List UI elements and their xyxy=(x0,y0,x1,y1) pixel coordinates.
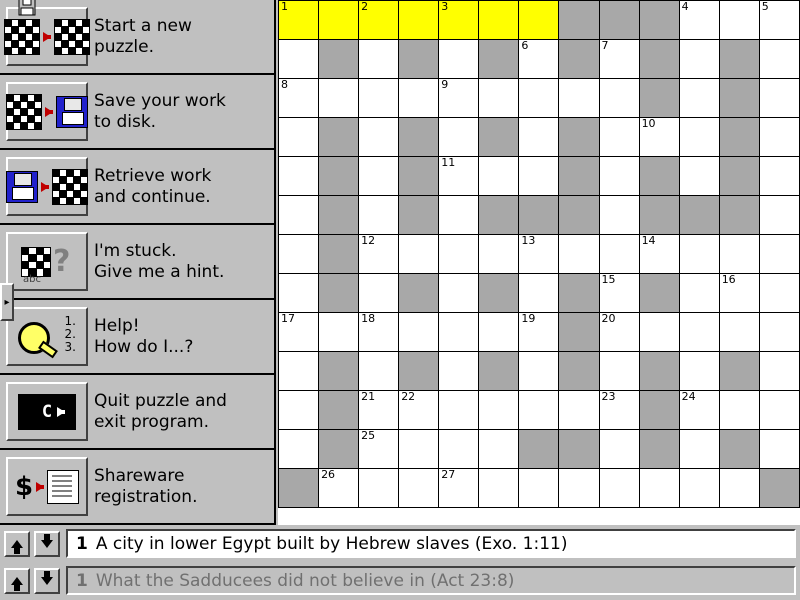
crossword-row xyxy=(279,274,800,313)
sidebar-item-label xyxy=(94,316,197,358)
label-line-2: Give me a hint. xyxy=(94,261,225,282)
crossword-block-cell xyxy=(559,118,599,157)
crossword-cell[interactable] xyxy=(279,235,319,274)
crossword-cell[interactable] xyxy=(599,235,639,274)
crossword-cell[interactable] xyxy=(759,1,799,40)
cell-number: 1 xyxy=(281,0,288,13)
crossword-cell[interactable] xyxy=(679,1,719,40)
crossword-cell[interactable] xyxy=(279,79,319,118)
crossword-block-cell xyxy=(479,352,519,391)
crossword-block-cell xyxy=(719,196,759,235)
sidebar-item-label xyxy=(94,16,196,58)
cell-number: 18 xyxy=(361,312,376,325)
crossword-cell[interactable] xyxy=(679,157,719,196)
across-clue-number: 1 xyxy=(76,533,88,554)
crossword-cell[interactable] xyxy=(599,274,639,313)
floppy-disk-icon xyxy=(56,96,88,128)
crossword-cell[interactable] xyxy=(519,469,559,508)
crossword-cell[interactable] xyxy=(679,118,719,157)
hint-question-icon xyxy=(21,243,73,285)
down-clue-text: What the Sadducees did not believe in (Act 23:8) xyxy=(95,570,515,591)
shareware-printer-icon xyxy=(15,470,79,504)
help-button[interactable] xyxy=(6,307,88,366)
crossword-cell[interactable] xyxy=(759,391,799,430)
crossword-cell[interactable] xyxy=(719,1,759,40)
crossword-block-cell xyxy=(639,391,679,430)
crossword-cell[interactable] xyxy=(719,313,759,352)
crossword-cell[interactable] xyxy=(479,79,519,118)
crossword-block-cell xyxy=(319,430,359,469)
crossword-cell[interactable] xyxy=(439,391,479,430)
crossword-cell[interactable] xyxy=(359,313,399,352)
crossword-cell[interactable] xyxy=(759,313,799,352)
crossword-cell[interactable] xyxy=(399,79,439,118)
crossword-cell[interactable] xyxy=(359,469,399,508)
crossword-block-cell xyxy=(319,118,359,157)
crossword-cell[interactable] xyxy=(439,157,479,196)
crossword-cell[interactable] xyxy=(479,157,519,196)
crossword-cell[interactable] xyxy=(279,391,319,430)
crossword-cell[interactable] xyxy=(279,40,319,79)
crossword-cell[interactable] xyxy=(359,157,399,196)
crossword-row xyxy=(279,157,800,196)
crossword-cell[interactable] xyxy=(319,313,359,352)
cell-number: 16 xyxy=(721,273,736,286)
label-line-2: puzzle. xyxy=(94,36,154,57)
crossword-cell[interactable] xyxy=(599,118,639,157)
crossword-block-cell xyxy=(319,352,359,391)
crossword-block-cell xyxy=(279,469,319,508)
cell-number: 13 xyxy=(521,234,536,247)
cell-number: 10 xyxy=(641,117,656,130)
crossword-cell[interactable] xyxy=(759,430,799,469)
label-line-1: Help! xyxy=(94,315,140,336)
crossword-cell[interactable] xyxy=(679,391,719,430)
crossword-block-cell xyxy=(639,352,679,391)
crossword-block-cell xyxy=(319,157,359,196)
label-line-1: Save your work xyxy=(94,90,226,111)
sidebar-item-label xyxy=(94,166,215,208)
crossword-cell[interactable] xyxy=(599,352,639,391)
crossword-cell[interactable] xyxy=(359,1,399,40)
crossword-table[interactable] xyxy=(278,0,800,508)
crossword-block-cell xyxy=(719,157,759,196)
crossword-block-cell xyxy=(319,391,359,430)
crossword-cell[interactable] xyxy=(399,313,439,352)
crossword-block-cell xyxy=(639,1,679,40)
crossword-block-cell xyxy=(719,352,759,391)
crossword-block-cell xyxy=(719,118,759,157)
crossword-cell[interactable] xyxy=(719,274,759,313)
across-clue-bar xyxy=(0,525,800,562)
cell-number: 15 xyxy=(601,273,616,286)
crossword-row xyxy=(279,118,800,157)
cell-number: 17 xyxy=(281,312,295,325)
crossword-cell[interactable] xyxy=(759,40,799,79)
crossword-block-cell xyxy=(399,118,439,157)
new-puzzle-icon xyxy=(4,19,90,55)
crossword-block-cell xyxy=(639,40,679,79)
crossword-block-cell xyxy=(559,1,599,40)
crossword-block-cell xyxy=(559,274,599,313)
crossword-cell[interactable] xyxy=(279,1,319,40)
crossword-block-cell xyxy=(399,274,439,313)
crossword-cell[interactable] xyxy=(599,469,639,508)
label-line-1: Shareware xyxy=(94,465,185,486)
crossword-block-cell xyxy=(559,196,599,235)
document-icon xyxy=(47,470,79,504)
crossword-cell[interactable] xyxy=(559,235,599,274)
cell-number: 25 xyxy=(361,429,376,442)
crossword-cell[interactable] xyxy=(279,157,319,196)
crossword-row xyxy=(279,469,800,508)
exit-glyph: C xyxy=(41,401,53,422)
crossword-cell[interactable] xyxy=(599,40,639,79)
crossword-cell[interactable] xyxy=(519,391,559,430)
crossword-block-cell xyxy=(399,157,439,196)
down-clue-field[interactable] xyxy=(66,566,796,595)
crossword-row xyxy=(279,235,800,274)
sidebar-item-shareware-registration[interactable] xyxy=(0,450,274,525)
grid-icon-small xyxy=(52,169,88,205)
crossword-cell[interactable] xyxy=(599,391,639,430)
crossword-cell[interactable] xyxy=(439,313,479,352)
crossword-cell[interactable] xyxy=(519,235,559,274)
crossword-cell[interactable] xyxy=(759,118,799,157)
crossword-block-cell xyxy=(399,352,439,391)
crossword-block-cell xyxy=(479,118,519,157)
crossword-cell[interactable] xyxy=(279,430,319,469)
label-line-1: Retrieve work xyxy=(94,165,212,186)
floppy-disk-icon xyxy=(6,171,38,203)
crossword-row xyxy=(279,1,800,40)
crossword-cell[interactable] xyxy=(719,235,759,274)
crossword-cell[interactable] xyxy=(359,40,399,79)
chevron-right-icon: ▸ xyxy=(4,296,10,308)
crossword-cell[interactable] xyxy=(359,118,399,157)
crossword-cell[interactable] xyxy=(719,469,759,508)
arrow-right-icon xyxy=(36,482,44,492)
crossword-cell[interactable] xyxy=(599,430,639,469)
crossword-block-cell xyxy=(319,274,359,313)
crossword-row xyxy=(279,313,800,352)
cell-number: 5 xyxy=(761,0,769,13)
crossword-cell[interactable] xyxy=(399,469,439,508)
sidebar-item-give-hint[interactable] xyxy=(0,225,274,300)
crossword-block-cell xyxy=(639,157,679,196)
cell-number: 12 xyxy=(361,234,376,247)
crossword-cell[interactable] xyxy=(519,1,559,40)
quit-program-button[interactable] xyxy=(6,382,88,441)
crossword-block-cell xyxy=(319,40,359,79)
crossword-cell[interactable] xyxy=(279,274,319,313)
crossword-block-cell xyxy=(559,352,599,391)
crossword-cell[interactable] xyxy=(479,469,519,508)
crossword-cell[interactable] xyxy=(599,313,639,352)
crossword-cell[interactable] xyxy=(679,40,719,79)
cell-number: 3 xyxy=(441,0,449,13)
cell-number: 23 xyxy=(601,390,616,403)
question-mark-icon: ? xyxy=(53,243,71,279)
crossword-cell[interactable] xyxy=(319,1,359,40)
cell-number: 21 xyxy=(361,390,376,403)
crossword-block-cell xyxy=(759,469,799,508)
cell-number: 2 xyxy=(361,0,369,13)
arrow-up-icon xyxy=(11,540,23,548)
crossword-cell[interactable] xyxy=(359,352,399,391)
sidebar-menu xyxy=(0,0,276,525)
crossword-cell[interactable] xyxy=(399,235,439,274)
crossword-cell[interactable] xyxy=(519,313,559,352)
cell-number: 14 xyxy=(641,234,656,247)
crossword-cell[interactable] xyxy=(679,79,719,118)
crossword-cell[interactable] xyxy=(439,235,479,274)
crossword-cell[interactable] xyxy=(639,469,679,508)
disk-icon xyxy=(18,0,36,16)
crossword-cell[interactable] xyxy=(759,352,799,391)
crossword-cell[interactable] xyxy=(319,79,359,118)
crossword-block-cell xyxy=(559,157,599,196)
crossword-cell[interactable] xyxy=(559,79,599,118)
crossword-cell[interactable] xyxy=(559,469,599,508)
crossword-cell[interactable] xyxy=(359,391,399,430)
arrow-down-icon xyxy=(41,577,53,585)
crossword-block-cell xyxy=(319,235,359,274)
crossword-block-cell xyxy=(679,196,719,235)
crossword-row xyxy=(279,196,800,235)
crossword-cell[interactable] xyxy=(279,118,319,157)
crossword-block-cell xyxy=(719,430,759,469)
crossword-cell[interactable] xyxy=(439,196,479,235)
cell-number: 9 xyxy=(441,78,449,91)
sidebar-item-quit-program[interactable] xyxy=(0,375,274,450)
cell-number: 22 xyxy=(401,390,416,403)
down-clue-number: 1 xyxy=(76,570,88,591)
crossword-block-cell xyxy=(559,430,599,469)
crossword-cell[interactable] xyxy=(439,40,479,79)
across-clue-text: A city in lower Egypt built by Hebrew slaves (Exo. 1:11) xyxy=(95,533,568,554)
across-clue-field[interactable] xyxy=(66,529,796,558)
crossword-cell[interactable] xyxy=(759,79,799,118)
crossword-cell[interactable] xyxy=(679,313,719,352)
crossword-cell[interactable] xyxy=(359,196,399,235)
crossword-cell[interactable] xyxy=(519,79,559,118)
cell-number: 20 xyxy=(601,312,616,325)
crossword-cell[interactable] xyxy=(359,235,399,274)
sidebar-item-help[interactable] xyxy=(0,300,274,375)
next-down-clue-button[interactable] xyxy=(34,568,60,594)
crossword-cell[interactable] xyxy=(679,430,719,469)
crossword-cell[interactable] xyxy=(439,274,479,313)
label-line-2: How do I...? xyxy=(94,336,194,357)
crossword-cell[interactable] xyxy=(639,313,679,352)
crossword-cell[interactable] xyxy=(279,313,319,352)
crossword-cell[interactable] xyxy=(519,352,559,391)
sidebar-item-label xyxy=(94,466,202,508)
crossword-block-cell xyxy=(519,430,559,469)
crossword-cell[interactable] xyxy=(279,352,319,391)
crossword-block-cell xyxy=(559,313,599,352)
crossword-block-cell xyxy=(559,40,599,79)
shareware-registration-button[interactable] xyxy=(6,457,88,516)
crossword-cell[interactable] xyxy=(359,274,399,313)
label-line-2: and continue. xyxy=(94,186,211,207)
label-line-1: Quit puzzle and xyxy=(94,390,227,411)
crossword-cell[interactable] xyxy=(439,118,479,157)
arrow-right-icon xyxy=(43,32,51,42)
cell-number: 11 xyxy=(441,156,456,169)
retrieve-work-button[interactable] xyxy=(6,157,88,216)
crossword-block-cell xyxy=(519,196,559,235)
sidebar-item-label xyxy=(94,391,231,433)
crossword-cell[interactable] xyxy=(479,313,519,352)
crossword-block-cell xyxy=(319,196,359,235)
crossword-cell[interactable] xyxy=(519,157,559,196)
crossword-row xyxy=(279,352,800,391)
label-line-2: to disk. xyxy=(94,111,157,132)
crossword-block-cell xyxy=(479,274,519,313)
label-line-2: exit program. xyxy=(94,411,209,432)
prev-down-clue-button[interactable] xyxy=(4,568,30,594)
crossword-cell[interactable] xyxy=(519,274,559,313)
retrieve-from-disk-icon xyxy=(6,169,88,205)
dollar-icon: $ xyxy=(14,471,34,502)
next-clue-button[interactable] xyxy=(34,531,60,557)
sidebar-item-save-work[interactable] xyxy=(0,75,274,150)
crossword-cell[interactable] xyxy=(679,469,719,508)
sidebar-item-label xyxy=(94,91,230,133)
grid-icon-small xyxy=(21,247,51,277)
crossword-block-cell xyxy=(719,40,759,79)
sidebar-item-label xyxy=(94,241,228,283)
magnifier-icon xyxy=(18,322,50,354)
arrow-right-icon xyxy=(57,407,65,417)
numbered-list-icon: 1. 2. 3. xyxy=(64,313,76,354)
grid-icon-small xyxy=(6,94,42,130)
crossword-block-cell xyxy=(639,274,679,313)
crossword-block-cell xyxy=(479,196,519,235)
exit-program-icon xyxy=(18,394,76,430)
crossword-block-cell xyxy=(599,1,639,40)
crossword-cell[interactable] xyxy=(399,1,439,40)
crossword-cell[interactable] xyxy=(759,274,799,313)
crossword-row xyxy=(279,391,800,430)
crossword-cell[interactable] xyxy=(359,79,399,118)
cell-number: 19 xyxy=(521,312,536,325)
crossword-cell[interactable] xyxy=(399,391,439,430)
cell-number: 4 xyxy=(681,0,689,13)
crossword-cell[interactable] xyxy=(599,196,639,235)
crossword-block-cell xyxy=(479,40,519,79)
crossword-block-cell xyxy=(639,79,679,118)
crossword-row xyxy=(279,40,800,79)
crossword-cell[interactable] xyxy=(679,274,719,313)
crossword-cell[interactable] xyxy=(479,1,519,40)
arrow-right-icon xyxy=(41,182,49,192)
crossword-cell[interactable] xyxy=(639,118,679,157)
give-hint-button[interactable] xyxy=(6,232,88,291)
crossword-cell[interactable] xyxy=(599,79,639,118)
crossword-cell[interactable] xyxy=(759,196,799,235)
sidebar-item-retrieve-work[interactable] xyxy=(0,150,274,225)
crossword-row xyxy=(279,79,800,118)
cell-number: 27 xyxy=(441,468,456,481)
crossword-cell[interactable] xyxy=(639,235,679,274)
crossword-cell[interactable] xyxy=(359,430,399,469)
crossword-cell[interactable] xyxy=(679,235,719,274)
crossword-cell[interactable] xyxy=(759,157,799,196)
sidebar-item-start-new-puzzle[interactable] xyxy=(0,0,274,75)
crossword-cell[interactable] xyxy=(479,430,519,469)
down-clue-bar xyxy=(0,562,800,599)
label-line-1: Start a new xyxy=(94,15,192,36)
crossword-cell[interactable] xyxy=(319,469,359,508)
crossword-block-cell xyxy=(399,196,439,235)
save-work-button[interactable] xyxy=(6,82,88,141)
crossword-cell[interactable] xyxy=(519,40,559,79)
crossword-cell[interactable] xyxy=(679,352,719,391)
crossword-cell[interactable] xyxy=(439,1,479,40)
crossword-cell[interactable] xyxy=(519,118,559,157)
arrow-down-icon xyxy=(41,540,53,548)
cell-number: 8 xyxy=(281,78,288,91)
crossword-cell[interactable] xyxy=(399,430,439,469)
abc-label: abc xyxy=(23,273,41,285)
arrow-up-icon xyxy=(11,577,23,585)
panel-expander-tab[interactable] xyxy=(0,283,14,321)
crossword-cell[interactable] xyxy=(479,391,519,430)
cell-number: 24 xyxy=(681,390,696,403)
crossword-block-cell xyxy=(399,40,439,79)
crossword-cell[interactable] xyxy=(559,391,599,430)
crossword-cell[interactable] xyxy=(439,352,479,391)
arrow-right-icon xyxy=(45,107,53,117)
crossword-cell[interactable] xyxy=(439,469,479,508)
cell-number: 6 xyxy=(521,39,529,52)
help-magnifier-icon xyxy=(16,313,78,358)
label-line-2: registration. xyxy=(94,486,198,507)
grid-icon-small xyxy=(4,19,40,55)
crossword-block-cell xyxy=(639,430,679,469)
cell-number: 7 xyxy=(601,39,609,52)
crossword-cell[interactable] xyxy=(479,235,519,274)
prev-clue-button[interactable] xyxy=(4,531,30,557)
label-line-1: I'm stuck. xyxy=(94,240,177,261)
crossword-cell[interactable] xyxy=(759,235,799,274)
crossword-cell[interactable] xyxy=(279,196,319,235)
crossword-cell[interactable] xyxy=(719,391,759,430)
crossword-cell[interactable] xyxy=(439,79,479,118)
crossword-cell[interactable] xyxy=(439,430,479,469)
save-to-disk-icon xyxy=(6,94,88,130)
cell-number: 26 xyxy=(321,468,336,481)
crossword-block-cell xyxy=(719,79,759,118)
crossword-row xyxy=(279,430,800,469)
crossword-grid[interactable] xyxy=(278,0,800,525)
crossword-cell[interactable] xyxy=(599,157,639,196)
crossword-block-cell xyxy=(639,196,679,235)
grid-icon-small-2 xyxy=(54,19,90,55)
